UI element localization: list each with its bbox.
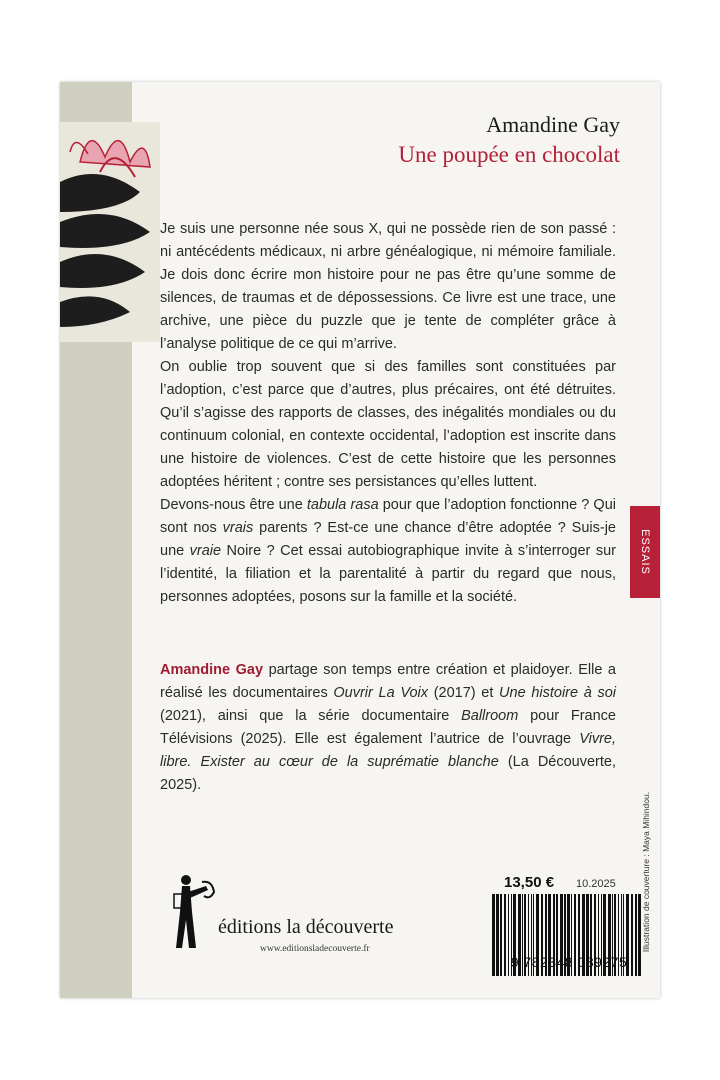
text-run: pour France Télévisions (2025). Elle est également l’autrice de l’ouvrage: [160, 708, 616, 747]
italic-title: Ouvrir La Voix: [333, 685, 429, 701]
isbn-number: 9 782348 089275: [510, 954, 628, 970]
bio-paragraph: [160, 659, 616, 797]
sower-logo-icon: [172, 870, 216, 950]
blurb-paragraph: [160, 356, 616, 494]
publisher-name: éditions la découverte: [218, 916, 394, 938]
text-run: (La Découverte, 2025).: [160, 754, 616, 793]
credit-text: Illustration de couverture : Maya Mihindou.: [641, 791, 651, 953]
text-run: Devons-nous être une: [160, 497, 307, 513]
blurb-text: [160, 218, 616, 609]
italic-title: tabula rasa: [306, 497, 379, 513]
publisher-url: www.editionsladecouverte.fr: [260, 944, 370, 954]
italic-title: Une histoire à soi: [499, 685, 617, 701]
text-run: parents ? Est-ce une chance d’être adoptée ? Suis-je une: [160, 520, 616, 559]
blurb-paragraph: [160, 494, 616, 609]
category-label: ESSAIS: [639, 529, 651, 575]
text-run: On oublie trop souvent que si des familles sont constituées par l’adoption, c’est parce que d’autres, plus précaires, ont été détruites. Qu’il s’agisse des rapports de classes, des inégalités mondiales ou du continuum colonial, en contexte occidental, l’adoption est inscrite dans une histoire de violences. C’est de cette histoire que les personnes adoptées héritent ; contre ses persistances qu’elles luttent.: [160, 359, 616, 490]
category-tab: [630, 506, 660, 598]
blurb-paragraph: [160, 218, 616, 356]
text-run: pour que l’adoption fonctionne ? Qui sont nos: [160, 497, 616, 536]
italic-title: Vivre, libre. Exister au cœur de la suprématie blanche: [160, 731, 616, 770]
text-run: Je suis une personne née sous X, qui ne possède rien de son passé : ni antécédents médicaux, ni arbre généalogique, ni mémoire familiale. Je dois donc écrire mon histoire pour ne pas être qu’une somme de silences, de traumas et de dépossessions. Ce livre est une trace, une archive, une pièce du puzzle que je tente de compléter grâce à l’analyse politique de ce qui m’arrive.: [160, 221, 616, 352]
zebra-flower-illustration: [60, 122, 160, 342]
text-run: partage son temps entre création et plaidoyer. Elle a réalisé les documentaires: [160, 662, 617, 701]
author-name: Amandine Gay: [486, 112, 620, 137]
italic-title: Ballroom: [461, 708, 519, 724]
italic-title: vraie: [189, 543, 222, 559]
text-run: (2017) et: [428, 685, 500, 701]
book-title: Une poupée en chocolat: [398, 142, 620, 167]
edition-date: 10.2025: [576, 878, 616, 890]
bio-author-name: Amandine Gay: [160, 662, 264, 678]
text-run: Noire ? Cet essai autobiographique invite à s’interroger sur l’identité, la filiation et la parentalité à partir du regard que nous, personnes adoptées, posons sur la famille et la société.: [160, 543, 616, 605]
price: 13,50 €: [504, 874, 555, 891]
book-back-cover: [60, 82, 660, 998]
author-bio: [160, 659, 616, 797]
italic-title: vrais: [222, 520, 254, 536]
text-run: (2021), ainsi que la série documentaire: [160, 708, 462, 724]
